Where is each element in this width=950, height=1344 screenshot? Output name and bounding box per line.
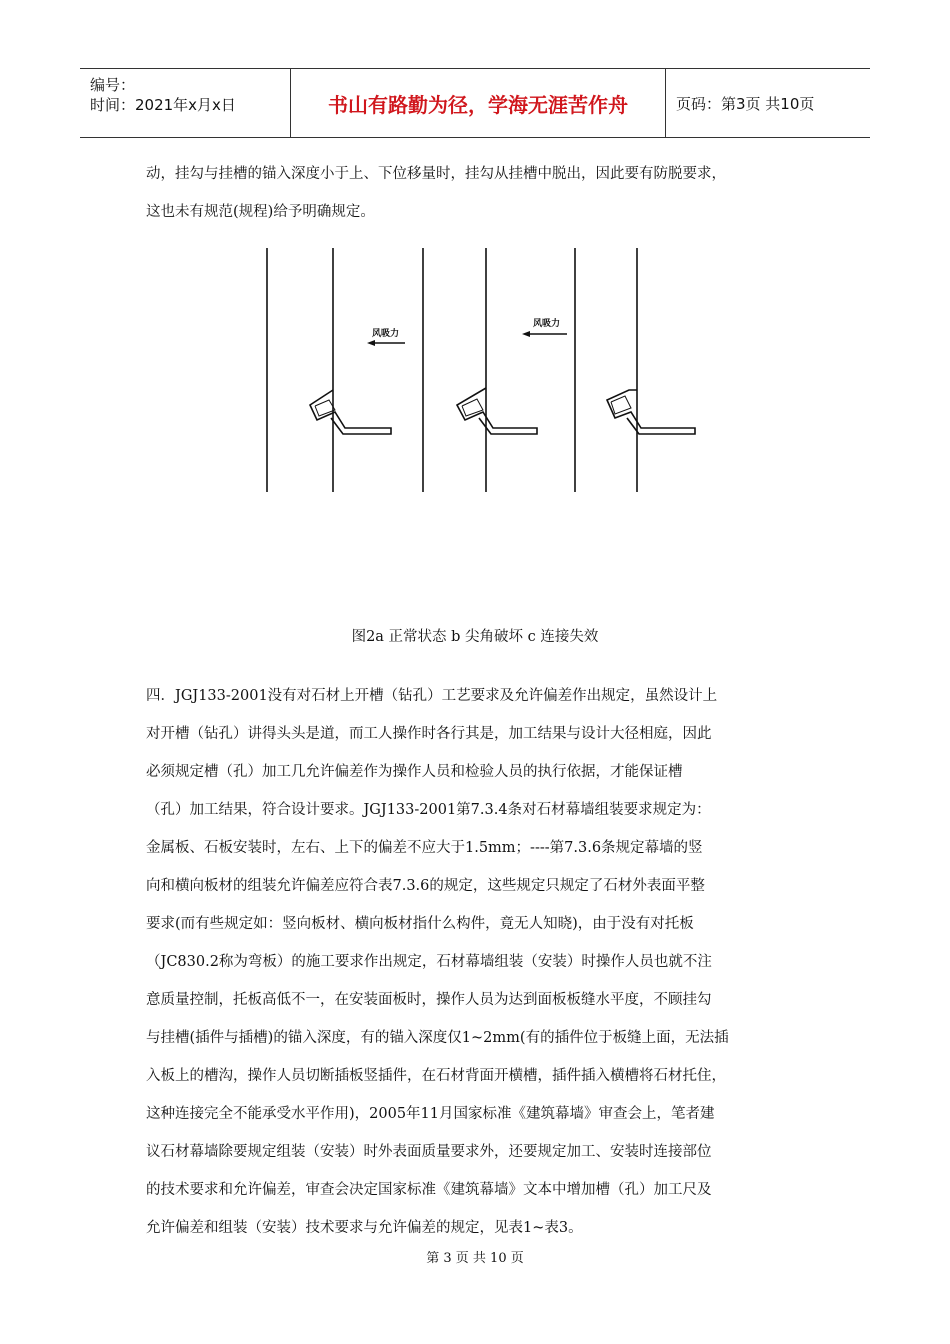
bracket-b: [457, 388, 537, 434]
body-line-15: 允许偏差和组装（安装）技术要求与允许偏差的规定，见表1~表3。: [146, 1220, 583, 1236]
body-line-13: 议石材幕墙除要规定组装（安装）时外表面质量要求外，还要规定加工、安装时连接部位: [146, 1144, 712, 1160]
body-line-1: 四．JGJ133-2001没有对石材上开槽（钻孔）工艺要求及允许偏差作出规定，虽然设计上: [146, 688, 718, 704]
body-line-11: 入板上的槽沟，操作人员切断插板竖插件，在石材背面开横槽，插件插入横槽将石材托住，: [146, 1068, 726, 1084]
body-line-10: 与挂槽(插件与插槽)的锚入深度，有的锚入深度仅1~2mm(有的插件位于板缝上面，无法插: [146, 1030, 729, 1046]
body-line-9: 意质量控制，托板高低不一，在安装面板时，操作人员为达到面板板缝水平度，不顾挂勾: [146, 992, 712, 1008]
body-line-6: 向和横向板材的组装允许偏差应符合表7.3.6的规定，这些规定只规定了石材外表面平整: [146, 878, 705, 894]
body-line-14: 的技术要求和允许偏差，审查会决定国家标准《建筑幕墙》文本中增加槽（孔）加工尺及: [146, 1182, 712, 1198]
intro-line-2: 这也未有规范(规程)给予明确规定。: [146, 204, 375, 220]
body-line-3: 必须规定槽（孔）加工几允许偏差作为操作人员和检验人员的执行依据，才能保证槽: [146, 764, 683, 780]
arrow-head: [522, 331, 530, 337]
number-label: 编号：: [90, 76, 136, 94]
header-left-cell: [80, 69, 290, 137]
page-label: 页码：第3页 共10页: [676, 94, 815, 113]
page-header: [80, 68, 870, 138]
wind-label-2: 风吸力: [533, 319, 561, 329]
connection-figure: [255, 240, 705, 495]
page-footer: 第 3 页 共 10 页: [426, 1251, 524, 1266]
body-line-12: 这种连接完全不能承受水平作用)，2005年11月国家标准《建筑幕墙》审查会上，笔者建: [146, 1106, 715, 1122]
time-label: 时间：2021年x月x日: [90, 96, 236, 114]
bracket-a: [310, 390, 391, 434]
intro-line-1: 动，挂勾与挂槽的锚入深度小于上、下位移量时，挂勾从挂槽中脱出，因此要有防脱要求，: [146, 166, 726, 182]
wind-label-1: 风吸力: [372, 329, 400, 339]
body-line-8: （JC830.2称为弯板）的施工要求作出规定，石材幕墙组装（安装）时操作人员也就不注: [146, 954, 712, 970]
arrow-head: [367, 340, 375, 346]
body-line-4: （孔）加工结果，符合设计要求。JGJ133-2001第7.3.4条对石材幕墙组装要求规定为：: [146, 802, 711, 818]
body-line-2: 对开槽（钻孔）讲得头头是道，而工人操作时各行其是，加工结果与设计大径相庭，因此: [146, 726, 712, 742]
body-line-7: 要求(而有些规定如：竖向板材、横向板材指什么构件，竟无人知晓)，由于没有对托板: [146, 916, 694, 932]
motto: 书山有路勤为径，学海无涯苦作舟: [290, 69, 666, 137]
body-line-5: 金属板、石板安装时，左右、上下的偏差不应大于1.5mm；----第7.3.6条规定幕墙的竖: [146, 840, 703, 856]
bracket-c: [607, 390, 695, 434]
figure-caption: 图2a 正常状态 b 尖角破坏 c 连接失效: [351, 629, 599, 645]
